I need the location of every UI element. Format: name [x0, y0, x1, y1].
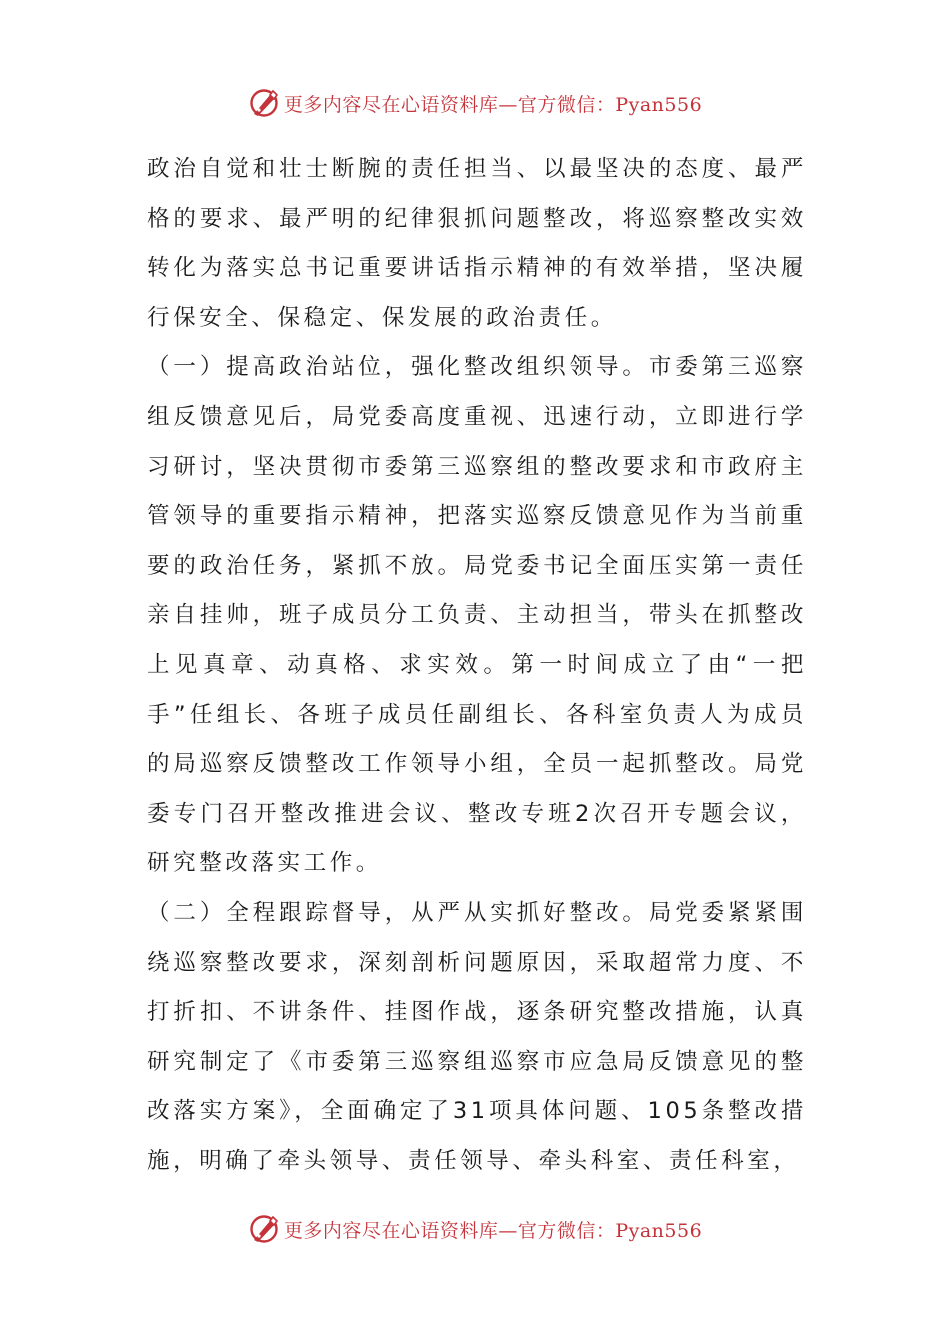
document-body: [147, 145, 807, 1186]
watermark-footer: [0, 1209, 950, 1249]
watermark-header: [0, 83, 950, 123]
paragraph: 政治自觉和壮士断腕的责任担当、以最坚决的态度、最严格的要求、最严明的纪律狠抓问题整改，将巡察整改实效转化为落实总书记重要讲话指示精神的有效举措，坚决履行保安全、保稳定、保发展的政治责任。: [147, 156, 807, 331]
watermark-text: 更多内容尽在心语资料库—官方微信：Pyan556: [283, 1219, 703, 1242]
pen-nib-circle-icon: [248, 87, 280, 119]
paragraph: （二）全程跟踪督导，从严从实抓好整改。局党委紧紧围绕巡察整改要求，深刻剖析问题原因，采取超常力度、不打折扣、不讲条件、挂图作战，逐条研究整改措施，认真研究制定了《市委第三巡察组巡察市应急局反馈意见的整改落实方案》，全面确定了31项具体问题、105条整改措施，明确了牵头领导、责任领导、牵头科室、责任科室，: [147, 899, 807, 1174]
watermark-text: 更多内容尽在心语资料库—官方微信：Pyan556: [283, 93, 703, 116]
pen-nib-circle-icon: [248, 1213, 280, 1245]
paragraph: （一）提高政治站位，强化整改组织领导。市委第三巡察组反馈意见后，局党委高度重视、迅速行动，立即进行学习研讨，坚决贯彻市委第三巡察组的整改要求和市政府主管领导的重要指示精神，把落实巡察反馈意见作为当前重要的政治任务，紧抓不放。局党委书记全面压实第一责任亲自挂帅，班子成员分工负责、主动担当，带头在抓整改上见真章、动真格、求实效。第一时间成立了由“一把手”任组长、各班子成员任副组长、各科室负责人为成员的局巡察反馈整改工作领导小组，全员一起抓整改。局党委专门召开整改推进会议、整改专班2次召开专题会议，研究整改落实工作。: [147, 354, 807, 877]
